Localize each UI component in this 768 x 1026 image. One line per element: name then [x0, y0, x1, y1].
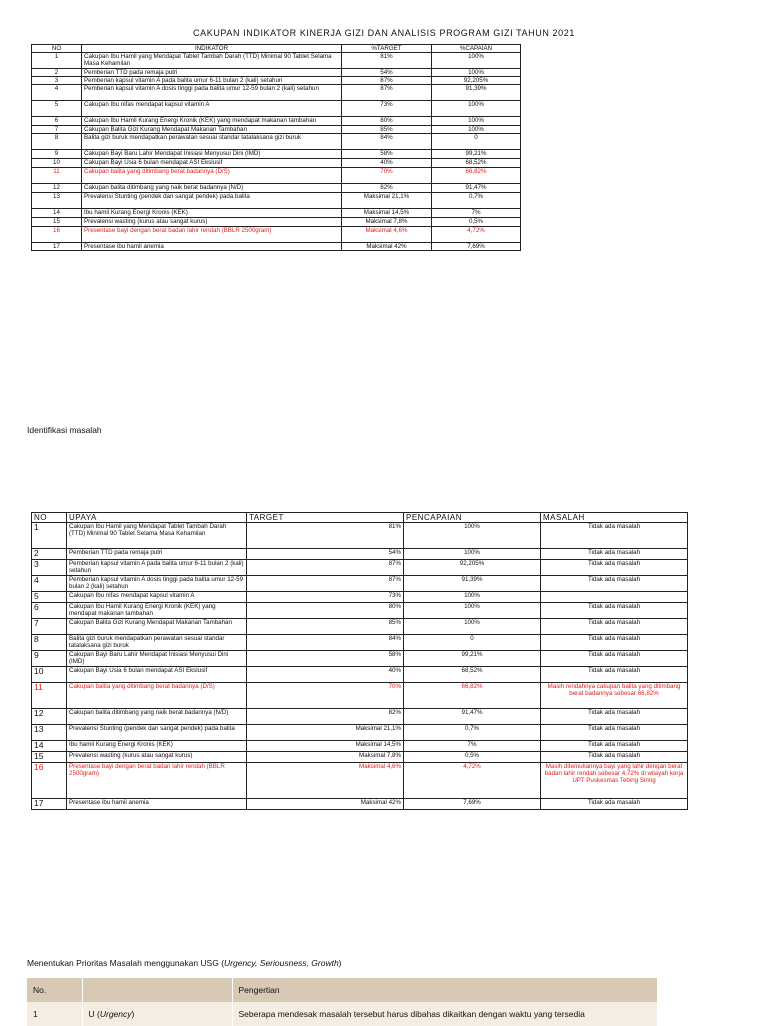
table-row	[32, 209, 521, 218]
cell-pencapaian: 7,69%	[404, 799, 541, 810]
cell-no: 12	[32, 709, 67, 725]
cell-target: Maksimal 4,6%	[342, 227, 432, 243]
cell-capaian: 0,7%	[432, 193, 521, 209]
cell-capaian: 92,205%	[432, 77, 521, 85]
cell-masalah: Tidak ada masalah	[541, 752, 688, 763]
table-row	[32, 101, 521, 117]
indicator-table-header	[32, 45, 521, 53]
cell-masalah: Tidak ada masalah	[541, 576, 688, 592]
cell-term	[82, 1002, 232, 1026]
cell-target: 87%	[342, 85, 432, 101]
cell-indikator: Cakupan Ibu Hamil Kurang Energi Kronik (KEK) yang mendapat makanan tambahan	[82, 117, 342, 126]
cell-indikator: Cakupan balita yang ditimbang berat badannya (D/S)	[82, 168, 342, 184]
cell-no: 8	[32, 134, 82, 150]
cell-no: 2	[32, 69, 82, 77]
cell-target: 70%	[342, 168, 432, 184]
table-row	[32, 799, 688, 810]
cell-no: 2	[32, 549, 67, 560]
cell-no: 14	[32, 209, 82, 218]
cell-indikator: Cakupan Ibu nifas mendapat kapsul vitamin A	[82, 101, 342, 117]
cell-upaya: Cakupan Bayi Usia 6 bulan mendapat ASI Ekslusif	[67, 667, 247, 683]
cell-target: 73%	[342, 101, 432, 117]
cell-target: Maksimal 14,5%	[342, 209, 432, 218]
table-row	[32, 69, 521, 77]
cell-target: 73%	[247, 592, 404, 603]
cell-capaian: 68,52%	[432, 159, 521, 168]
cell-indikator: Presentase bayi dengan berat badan lahir rendah (BBLR 2500gram)	[82, 227, 342, 243]
cell-indikator: Pemberian kapsul vitamin A pada balita umur 6-11 bulan 2 (kali) setahun	[82, 77, 342, 85]
header-no: No.	[27, 978, 82, 1002]
cell-pencapaian: 100%	[404, 523, 541, 549]
cell-no: 4	[32, 85, 82, 101]
header-target: TARGET	[247, 513, 404, 523]
cell-no: 1	[32, 53, 82, 69]
cell-no: 12	[32, 184, 82, 193]
cell-target: 54%	[342, 69, 432, 77]
cell-no: 3	[32, 560, 67, 576]
cell-indikator: Prevalensi Stunting (pendek dan sangat pendek) pada balita	[82, 193, 342, 209]
cell-no: 10	[32, 667, 67, 683]
cell-target: 54%	[247, 549, 404, 560]
header-capaian: %CAPAIAN	[432, 45, 521, 53]
cell-no: 17	[32, 799, 67, 810]
table-row	[32, 667, 688, 683]
cell-pencapaian: 91,47%	[404, 709, 541, 725]
cell-indikator: Cakupan Bayi Baru Lahir Mendapat Inisiasi Menyusui Dini (IMD)	[82, 150, 342, 159]
cell-upaya: Cakupan balita yang ditimbang berat badannya (D/S)	[67, 683, 247, 709]
table-row	[32, 683, 688, 709]
cell-pencapaian: 100%	[404, 592, 541, 603]
cell-target: 81%	[247, 523, 404, 549]
cell-upaya: Pemberian TTD pada remaja putri	[67, 549, 247, 560]
cell-indikator: Cakupan Balita Gizi Kurang Mendapat Makanan Tambahan	[82, 126, 342, 134]
cell-target: Maksimal 14,5%	[247, 741, 404, 752]
problem-table-header	[32, 513, 688, 523]
cell-masalah: Tidak ada masalah	[541, 523, 688, 549]
cell-no: 16	[32, 763, 67, 799]
table-row	[32, 117, 521, 126]
cell-no: 6	[32, 117, 82, 126]
term-letter: U (	[88, 1009, 100, 1019]
cell-upaya: Prevalensi wasting (kurus atau sangat kurus)	[67, 752, 247, 763]
cell-upaya: Presentase bayi dengan berat badan lahir rendah (BBLR 2500gram)	[67, 763, 247, 799]
cell-target: 80%	[247, 603, 404, 619]
cell-masalah: Tidak ada masalah	[541, 709, 688, 725]
cell-target: Maksimal 42%	[247, 799, 404, 810]
table-row	[32, 752, 688, 763]
cell-capaian: 100%	[432, 117, 521, 126]
cell-target: Maksimal 7,8%	[342, 218, 432, 227]
header-indikator: INDIKATOR	[82, 45, 342, 53]
cell-capaian: 0	[432, 134, 521, 150]
cell-target: 82%	[342, 184, 432, 193]
cell-capaian: 7%	[432, 209, 521, 218]
cell-target: 80%	[342, 117, 432, 126]
cell-pencapaian: 0,7%	[404, 725, 541, 741]
cell-target: 58%	[247, 651, 404, 667]
cell-indikator: Ibu hamil Kurang Energi Kronis (KEK)	[82, 209, 342, 218]
cell-no: 14	[32, 741, 67, 752]
header-no: NO	[32, 513, 67, 523]
cell-target: 85%	[247, 619, 404, 635]
cell-masalah: Tidak ada masalah	[541, 549, 688, 560]
cell-capaian: 99,21%	[432, 150, 521, 159]
cell-target: 81%	[342, 53, 432, 69]
cell-masalah: Masih ditemukannya bayi yang lahir dengan berat badan lahir rendah sebesar 4,72% di wilayah kerja UPT Puskesmas Tebing Siring	[541, 763, 688, 799]
cell-pencapaian: 7%	[404, 741, 541, 752]
cell-no: 13	[32, 193, 82, 209]
usg-label	[27, 958, 342, 968]
cell-pencapaian: 99,21%	[404, 651, 541, 667]
cell-no: 9	[32, 150, 82, 159]
table-row	[32, 549, 688, 560]
cell-indikator: Cakupan Bayi Usia 6 bulan mendapat ASI Ekslusif	[82, 159, 342, 168]
cell-indikator: Pemberian TTD pada remaja putri	[82, 69, 342, 77]
table-row	[32, 651, 688, 667]
cell-target: 58%	[342, 150, 432, 159]
cell-target: 40%	[247, 667, 404, 683]
cell-upaya: Pemberian kapsul vitamin A dosis tinggi pada balita umur 12-59 bulan 2 (kali) setahun	[67, 576, 247, 592]
cell-target: Maksimal 7,8%	[247, 752, 404, 763]
usg-label-italic: Urgency, Seriousness, Growth	[224, 958, 339, 968]
cell-pengertian: Seberapa mendesak masalah tersebut harus dibahas dikaitkan dengan waktu yang tersedia	[232, 1002, 657, 1026]
problem-identification-table	[31, 512, 688, 810]
cell-upaya: Cakupan Ibu nifas mendapat kapsul vitamin A	[67, 592, 247, 603]
cell-upaya: Presentase ibu hamil anemia	[67, 799, 247, 810]
usg-label-suffix: )	[338, 958, 342, 968]
page-title: CAKUPAN INDIKATOR KINERJA GIZI DAN ANALISIS PROGRAM GIZI TAHUN 2021	[193, 28, 575, 38]
table-row	[27, 1002, 657, 1026]
cell-target: Maksimal 21,1%	[342, 193, 432, 209]
table-row	[32, 150, 521, 159]
table-row	[32, 523, 688, 549]
header-blank	[82, 978, 232, 1002]
table-row	[32, 560, 688, 576]
cell-pencapaian: 92,205%	[404, 560, 541, 576]
cell-target: 40%	[342, 159, 432, 168]
cell-indikator: Balita gizi buruk mendapatkan perawatan sesuai standar tatalaksana gizi buruk	[82, 134, 342, 150]
cell-target: 87%	[247, 560, 404, 576]
section-label: Identifikasi masalah	[27, 425, 102, 435]
cell-no: 11	[32, 168, 82, 184]
cell-pencapaian: 100%	[404, 603, 541, 619]
cell-indikator: Pemberian kapsul vitamin A dosis tinggi pada balita umur 12-59 bulan 2 (kali) setahun	[82, 85, 342, 101]
cell-pencapaian: 0	[404, 635, 541, 651]
cell-target: Maksimal 4,6%	[247, 763, 404, 799]
cell-no: 15	[32, 752, 67, 763]
table-row	[32, 592, 688, 603]
cell-upaya: Cakupan balita ditimbang yang naik berat badannya (N/D)	[67, 709, 247, 725]
cell-target: 87%	[342, 77, 432, 85]
cell-capaian: 100%	[432, 126, 521, 134]
cell-capaian: 91,39%	[432, 85, 521, 101]
table-row	[32, 126, 521, 134]
cell-no: 5	[32, 101, 82, 117]
cell-pencapaian: 91,39%	[404, 576, 541, 592]
cell-no: 4	[32, 576, 67, 592]
table-row	[32, 763, 688, 799]
cell-no: 1	[32, 523, 67, 549]
cell-capaian: 91,47%	[432, 184, 521, 193]
table-row	[32, 725, 688, 741]
cell-masalah: Tidak ada masalah	[541, 725, 688, 741]
cell-masalah: Tidak ada masalah	[541, 619, 688, 635]
table-row	[32, 193, 521, 209]
cell-pencapaian: 100%	[404, 619, 541, 635]
cell-upaya: Ibu hamil Kurang Energi Kronis (KEK)	[67, 741, 247, 752]
usg-table	[27, 978, 657, 1026]
cell-masalah	[541, 592, 688, 603]
table-row	[32, 603, 688, 619]
cell-no: 16	[32, 227, 82, 243]
table-row	[32, 243, 521, 251]
table-row	[32, 576, 688, 592]
cell-pencapaian: 66,82%	[404, 683, 541, 709]
cell-pencapaian: 100%	[404, 549, 541, 560]
table-row	[32, 184, 521, 193]
header-pengertian: Pengertian	[232, 978, 657, 1002]
cell-no: 15	[32, 218, 82, 227]
cell-no: 7	[32, 619, 67, 635]
table-row	[32, 134, 521, 150]
usg-label-prefix: Menentukan Prioritas Masalah menggunakan USG (	[27, 958, 225, 968]
cell-masalah: Tidak ada masalah	[541, 635, 688, 651]
cell-no: 1	[27, 1002, 82, 1026]
cell-indikator: Cakupan Ibu Hamil yang Mendapat Tablet Tambah Darah (TTD) Minimal 90 Tablet Selama Masa Kehamilan	[82, 53, 342, 69]
cell-indikator: Prevalensi wasting (kurus atau sangat kurus)	[82, 218, 342, 227]
header-masalah: MASALAH	[541, 513, 688, 523]
cell-masalah: Tidak ada masalah	[541, 741, 688, 752]
cell-upaya: Cakupan Balita Gizi Kurang Mendapat Makanan Tambahan	[67, 619, 247, 635]
cell-capaian: 66,82%	[432, 168, 521, 184]
cell-no: 10	[32, 159, 82, 168]
cell-upaya: Prevalensi Stunting (pendek dan sangat pendek) pada balita	[67, 725, 247, 741]
header-upaya: UPAYA	[67, 513, 247, 523]
table-row	[32, 709, 688, 725]
cell-capaian: 0,5%	[432, 218, 521, 227]
cell-target: 84%	[342, 134, 432, 150]
table-row	[32, 619, 688, 635]
cell-masalah: Tidak ada masalah	[541, 799, 688, 810]
cell-target: 84%	[247, 635, 404, 651]
table-row	[32, 53, 521, 69]
cell-pencapaian: 68,52%	[404, 667, 541, 683]
cell-upaya: Cakupan Bayi Baru Lahir Mendapat Inisiasi Menyusui Dini (IMD)	[67, 651, 247, 667]
cell-no: 13	[32, 725, 67, 741]
table-row	[32, 85, 521, 101]
cell-pencapaian: 0,5%	[404, 752, 541, 763]
header-target: %TARGET	[342, 45, 432, 53]
cell-upaya: Pemberian kapsul vitamin A pada balita umur 6-11 bulan 2 (kali) setahun	[67, 560, 247, 576]
table-row	[32, 159, 521, 168]
cell-upaya: Balita gizi buruk mendapatkan perawatan sesuai standar tatalaksana gizi buruk	[67, 635, 247, 651]
term-name: Urgency	[99, 1009, 132, 1019]
cell-no: 8	[32, 635, 67, 651]
cell-indikator: Cakupan balita ditimbang yang naik berat badannya (N/D)	[82, 184, 342, 193]
cell-target: Maksimal 42%	[342, 243, 432, 251]
cell-capaian: 100%	[432, 69, 521, 77]
header-no: NO	[32, 45, 82, 53]
cell-masalah: Tidak ada masalah	[541, 667, 688, 683]
cell-no: 6	[32, 603, 67, 619]
cell-target: 70%	[247, 683, 404, 709]
cell-capaian: 100%	[432, 101, 521, 117]
cell-no: 11	[32, 683, 67, 709]
cell-no: 5	[32, 592, 67, 603]
cell-capaian: 7,69%	[432, 243, 521, 251]
cell-upaya: Cakupan Ibu Hamil Kurang Energi Kronik (KEK) yang mendapat makanan tambahan	[67, 603, 247, 619]
table-row	[32, 168, 521, 184]
table-row	[32, 218, 521, 227]
cell-no: 7	[32, 126, 82, 134]
cell-upaya: Cakupan Ibu Hamil yang Mendapat Tablet Tambah Darah (TTD) Minimal 90 Tablet Selama Masa Kehamilan	[67, 523, 247, 549]
cell-no: 3	[32, 77, 82, 85]
cell-capaian: 100%	[432, 53, 521, 69]
term-close: )	[131, 1009, 135, 1019]
cell-no: 17	[32, 243, 82, 251]
cell-target: 87%	[247, 576, 404, 592]
table-row	[32, 741, 688, 752]
indicator-table	[31, 44, 521, 251]
cell-no: 9	[32, 651, 67, 667]
table-row	[32, 635, 688, 651]
header-pencapaian: PENCAPAIAN	[404, 513, 541, 523]
table-row	[32, 227, 521, 243]
cell-capaian: 4,72%	[432, 227, 521, 243]
cell-target: Maksimal 21,1%	[247, 725, 404, 741]
cell-target: 85%	[342, 126, 432, 134]
cell-masalah: Tidak ada masalah	[541, 603, 688, 619]
cell-target: 82%	[247, 709, 404, 725]
cell-masalah: Tidak ada masalah	[541, 560, 688, 576]
table-row	[32, 77, 521, 85]
cell-masalah: Tidak ada masalah	[541, 651, 688, 667]
usg-table-header	[27, 978, 657, 1002]
cell-pencapaian: 4,72%	[404, 763, 541, 799]
cell-indikator: Presentase ibu hamil anemia	[82, 243, 342, 251]
cell-masalah: Masih rendahnya cakupan balita yang ditimbang berat badannya sebesar 66,82%	[541, 683, 688, 709]
